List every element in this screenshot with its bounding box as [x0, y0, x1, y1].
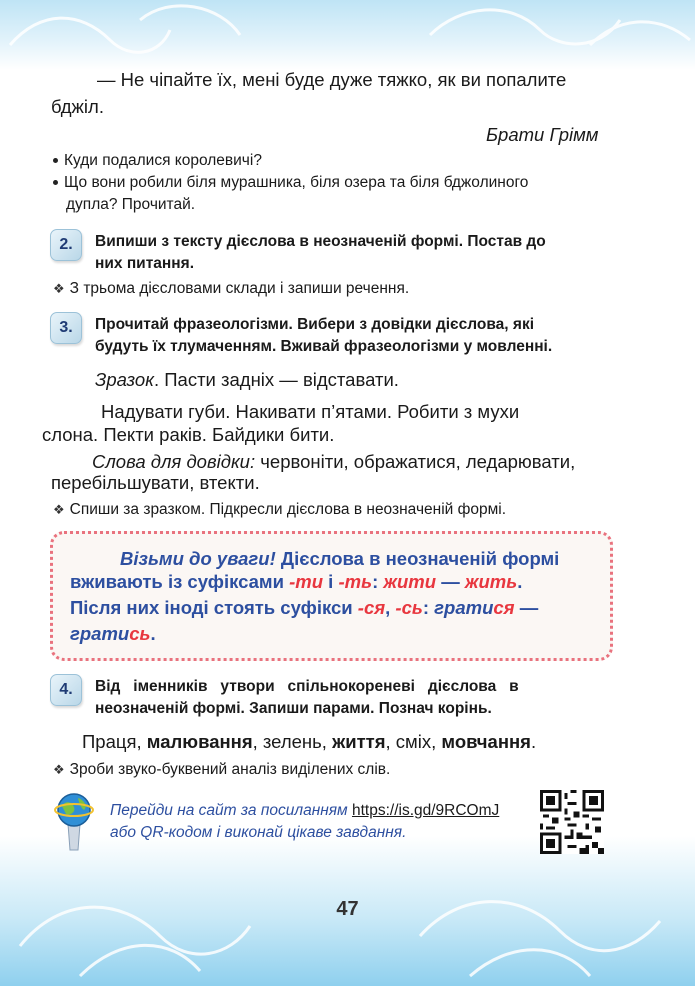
task-3-phrases-1: Надувати губи. Накивати п’ятами. Робити з мухи	[101, 401, 520, 422]
task-3-line-1: Прочитай фразеологізми. Вибери з довідки дієслова, які	[95, 316, 535, 333]
question-2-cont: дупла? Прочитай.	[66, 196, 196, 213]
task-3-extra: ❖ Спиши за зразком. Підкресли дієслова в неозначеній формі.	[53, 501, 507, 518]
task-3-number: 3.	[50, 312, 82, 344]
attention-line-1: Візьми до уваги! Дієслова в неозначеній формі	[120, 548, 560, 569]
task-3-help: Слова для довідки: червоніти, ображатися, ледарювати,	[92, 451, 576, 472]
globe-icon	[52, 790, 96, 859]
quote-line-1: — Не чіпайте їх, мені буде дуже тяжко, як ви попалите	[97, 69, 567, 90]
clover-icon: ❖	[53, 281, 65, 296]
question-1: Куди подалися королевичі?	[53, 150, 262, 172]
clover-icon: ❖	[53, 762, 65, 777]
task-4-words: Праця, малювання, зелень, життя, сміх, мовчання.	[82, 731, 537, 752]
task-3-phrases-2: слона. Пекти раків. Байдики бити.	[42, 424, 335, 445]
bullet-icon	[53, 158, 58, 163]
qr-code-icon[interactable]	[540, 790, 604, 854]
task-4-line-2: неозначеній формі. Запиши парами. Познач корінь.	[95, 700, 492, 717]
question-2: Що вони робили біля мурашника, біля озера та біля бджолиного	[53, 172, 528, 194]
task-4-extra: ❖ Зроби звуко-буквений аналіз виділених слів.	[53, 761, 391, 778]
task-link[interactable]: https://is.gd/9RCOmJ	[351, 802, 500, 819]
attention-line-4: гратись.	[70, 623, 156, 644]
quote-author: Брати Грімм	[486, 124, 599, 145]
task-2-number: 2.	[50, 229, 82, 261]
task-3-sample: Зразок. Пасти задніх — відставати.	[95, 369, 399, 390]
task-2-extra: ❖ З трьома дієсловами склади і запиши речення.	[53, 280, 410, 297]
task-3-line-2: будуть їх тлумаченням. Вживай фразеологізми у мовленні.	[95, 338, 553, 355]
task-4-line-1: Від іменників утвори спільнокореневі дієслова в	[95, 678, 519, 695]
online-line-2: або QR-кодом і виконай цікаве завдання.	[110, 824, 407, 841]
bullet-icon	[53, 180, 58, 185]
attention-line-3: Після них іноді стоять суфікси -ся, -сь: гратися —	[70, 597, 539, 618]
top-decor-band	[0, 0, 695, 70]
online-line-1: Перейди на сайт за посиланням https://is.gd/9RCOmJ	[110, 802, 500, 819]
top-ornament-icon	[0, 0, 695, 70]
attention-line-2: вживають із суфіксами -ти і -ть: жити — жить.	[70, 571, 523, 592]
quote-line-2: бджіл.	[51, 96, 104, 117]
page-number: 47	[336, 898, 359, 920]
task-2-line-1: Випиши з тексту дієслова в неозначеній формі. Постав до	[95, 233, 546, 250]
clover-icon: ❖	[53, 502, 65, 517]
task-2-line-2: них питання.	[95, 255, 194, 272]
task-3-help-2: перебільшувати, втекти.	[51, 472, 260, 493]
task-4-number: 4.	[50, 674, 82, 706]
